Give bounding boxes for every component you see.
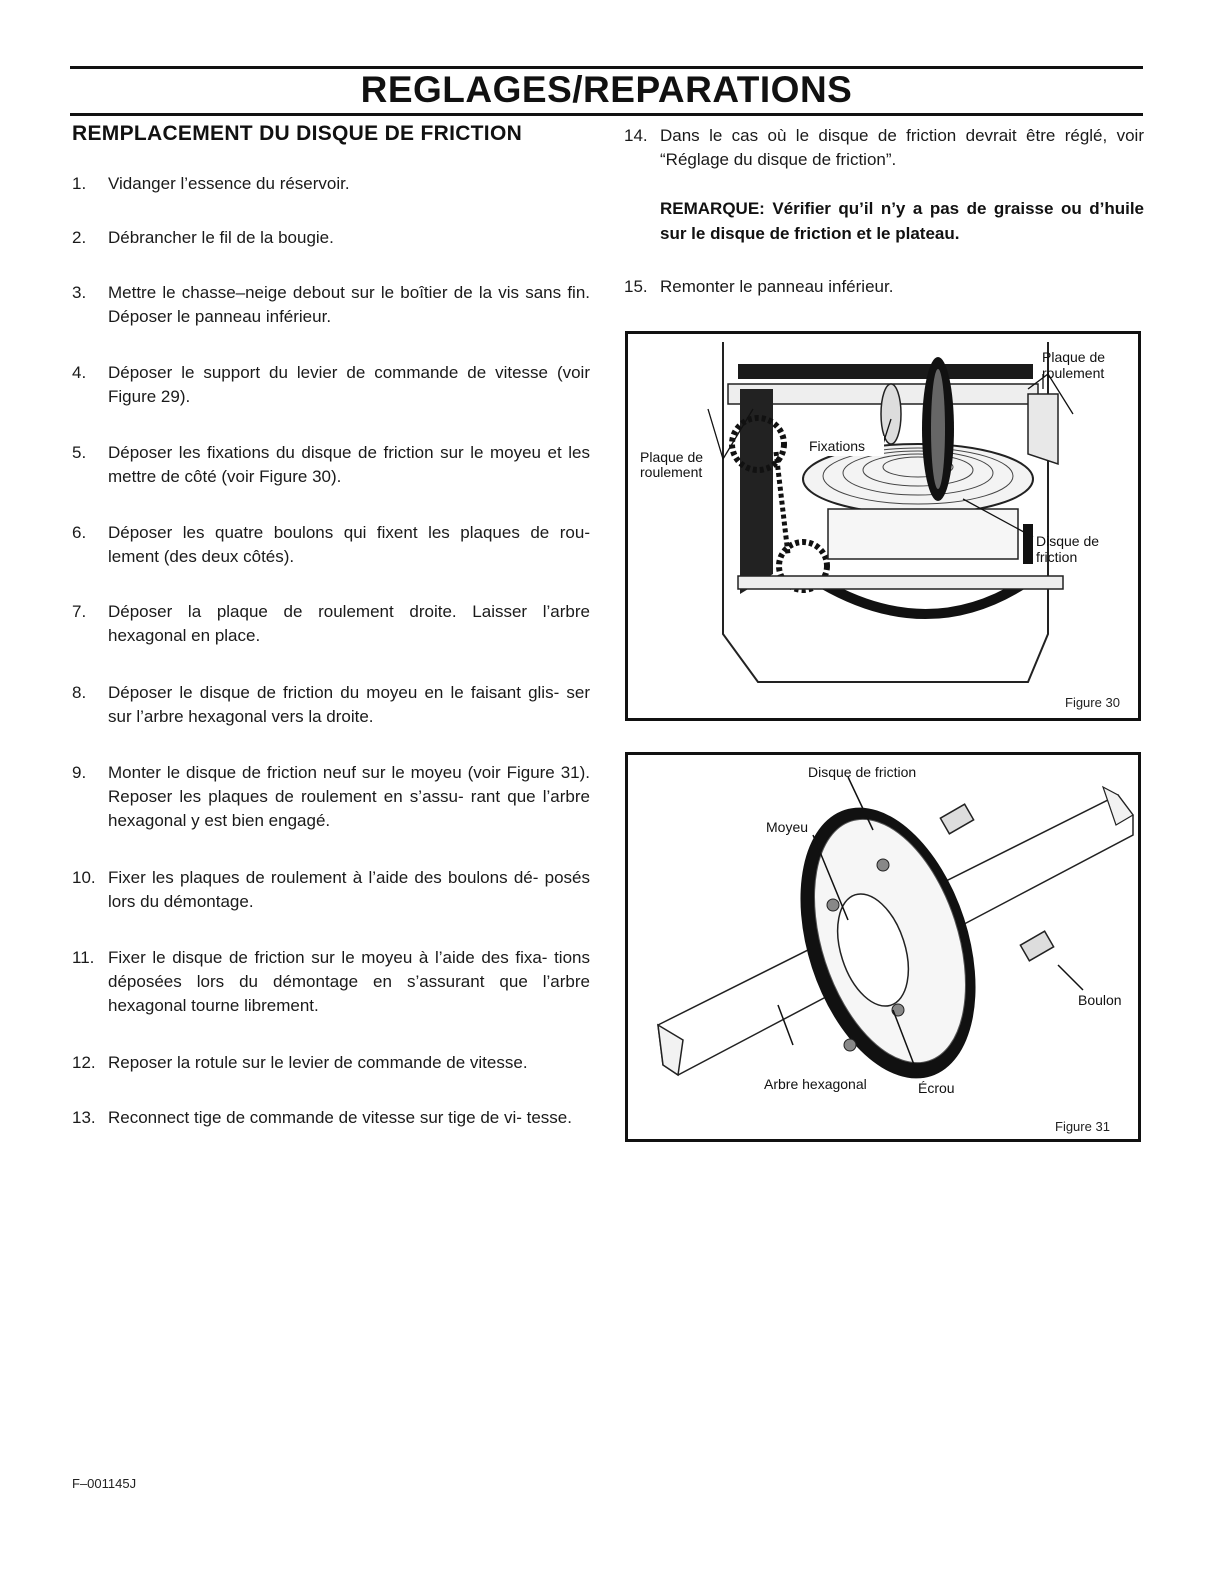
- label-plaque-left-1: Plaque de: [640, 449, 704, 465]
- step-number: 3.: [72, 283, 87, 302]
- right-bearing-plate: [1028, 394, 1058, 464]
- label-ecrou: Écrou: [918, 1080, 955, 1096]
- label-plaque-left-2: roulement: [640, 464, 703, 480]
- title-bottom-rule: [70, 113, 1143, 116]
- figure-31-caption: Figure 31: [1055, 1119, 1110, 1134]
- step-number: 6.: [72, 523, 87, 542]
- disc-edge: [1023, 524, 1033, 564]
- step-number: 13.: [72, 1108, 96, 1127]
- label-fixations: Fixations: [809, 438, 866, 454]
- bolt-right: [1020, 931, 1053, 961]
- top-bar: [738, 364, 1033, 379]
- remarque-note: REMARQUE: Vérifier qu’il n’y a pas de graisse ou d’huile sur le disque de friction et le plateau.: [660, 199, 1144, 243]
- label-arbre: Arbre hexagonal: [764, 1076, 867, 1092]
- step-number: 1.: [72, 174, 87, 193]
- step-number: 9.: [72, 763, 87, 782]
- step-text: Reposer la rotule sur le levier de commande de vitesse.: [108, 1053, 528, 1072]
- step-number: 12.: [72, 1053, 96, 1072]
- transmission-box: [828, 509, 1018, 559]
- step-text: Fixer le disque de friction sur le moyeu à l’aide des fixa- tions déposées lors du démontage en s’assurant que l’arbre hexagonal tourne librement.: [108, 948, 590, 1015]
- figure-30-caption: Figure 30: [1065, 695, 1120, 710]
- step-text: Fixer les plaques de roulement à l’aide des boulons dé- posés lors du démontage.: [108, 868, 590, 911]
- label-plaque-right-2: roulement: [1042, 365, 1105, 381]
- label-boulon: Boulon: [1078, 992, 1122, 1008]
- figure-31: [625, 752, 1141, 1142]
- label-disque-1: Disque de: [1036, 533, 1100, 549]
- step-text: Déposer le support du levier de commande de vitesse (voir Figure 29).: [108, 363, 590, 406]
- step-number: 11.: [72, 948, 95, 967]
- step-text: Monter le disque de friction neuf sur le moyeu (voir Figure 31). Reposer les plaques de roulement en s’assu- rant que l’arbre hexagonal y est bien engagé.: [108, 763, 590, 830]
- step-text: Déposer le disque de friction du moyeu en le faisant glis- ser sur l’arbre hexagonal vers la droite.: [108, 683, 590, 726]
- step-text: Mettre le chasse–neige debout sur le boîtier de la vis sans fin. Déposer le panneau inférieur.: [108, 283, 590, 326]
- chain: [776, 452, 788, 554]
- label-disque-2: friction: [1036, 549, 1078, 565]
- step-text: Déposer la plaque de roulement droite. Laisser l’arbre hexagonal en place.: [108, 602, 590, 645]
- figure-30-illustration: [628, 334, 1138, 718]
- step-number: 15.: [624, 277, 648, 296]
- step-text: Débrancher le fil de la bougie.: [108, 228, 334, 247]
- label-moyeu: Moyeu: [766, 819, 809, 835]
- step-number: 10.: [72, 868, 96, 887]
- figure-30: [625, 331, 1141, 721]
- step-number: 5.: [72, 443, 87, 462]
- step-number: 4.: [72, 363, 87, 382]
- hub: [881, 384, 901, 444]
- step-number: 14.: [624, 126, 648, 145]
- page-title: REGLAGES/REPARATIONS: [360, 69, 853, 110]
- step-text: Reconnect tige de commande de vitesse sur tige de vi- tesse.: [108, 1108, 572, 1127]
- leader-boulon: [1058, 965, 1083, 990]
- step-text: Remonter le panneau inférieur.: [660, 277, 894, 296]
- figure-31-illustration: [628, 755, 1138, 1139]
- step-number: 7.: [72, 602, 87, 621]
- step-number: 8.: [72, 683, 87, 702]
- label-plaque-right-1: Plaque de: [1042, 349, 1106, 365]
- step-number: 2.: [72, 228, 87, 247]
- step-text: Vidanger l’essence du réservoir.: [108, 174, 350, 193]
- leader-plaque-left-2: [708, 409, 723, 459]
- bolt-top: [940, 804, 973, 834]
- document-code: F–001145J: [72, 1476, 137, 1491]
- label-disque: Disque de friction: [808, 764, 917, 780]
- step-text: Dans le cas où le disque de friction devrait être réglé, voir “Réglage du disque de friction”.: [660, 126, 1144, 169]
- lower-shaft: [738, 576, 1063, 589]
- step-text: Déposer les fixations du disque de friction sur le moyeu et les mettre de côté (voir Figure 30).: [108, 443, 590, 486]
- step-text: Déposer les quatre boulons qui fixent les plaques de rou- lement (des deux côtés).: [108, 523, 590, 566]
- section-heading: REMPLACEMENT DU DISQUE DE FRICTION: [72, 122, 523, 145]
